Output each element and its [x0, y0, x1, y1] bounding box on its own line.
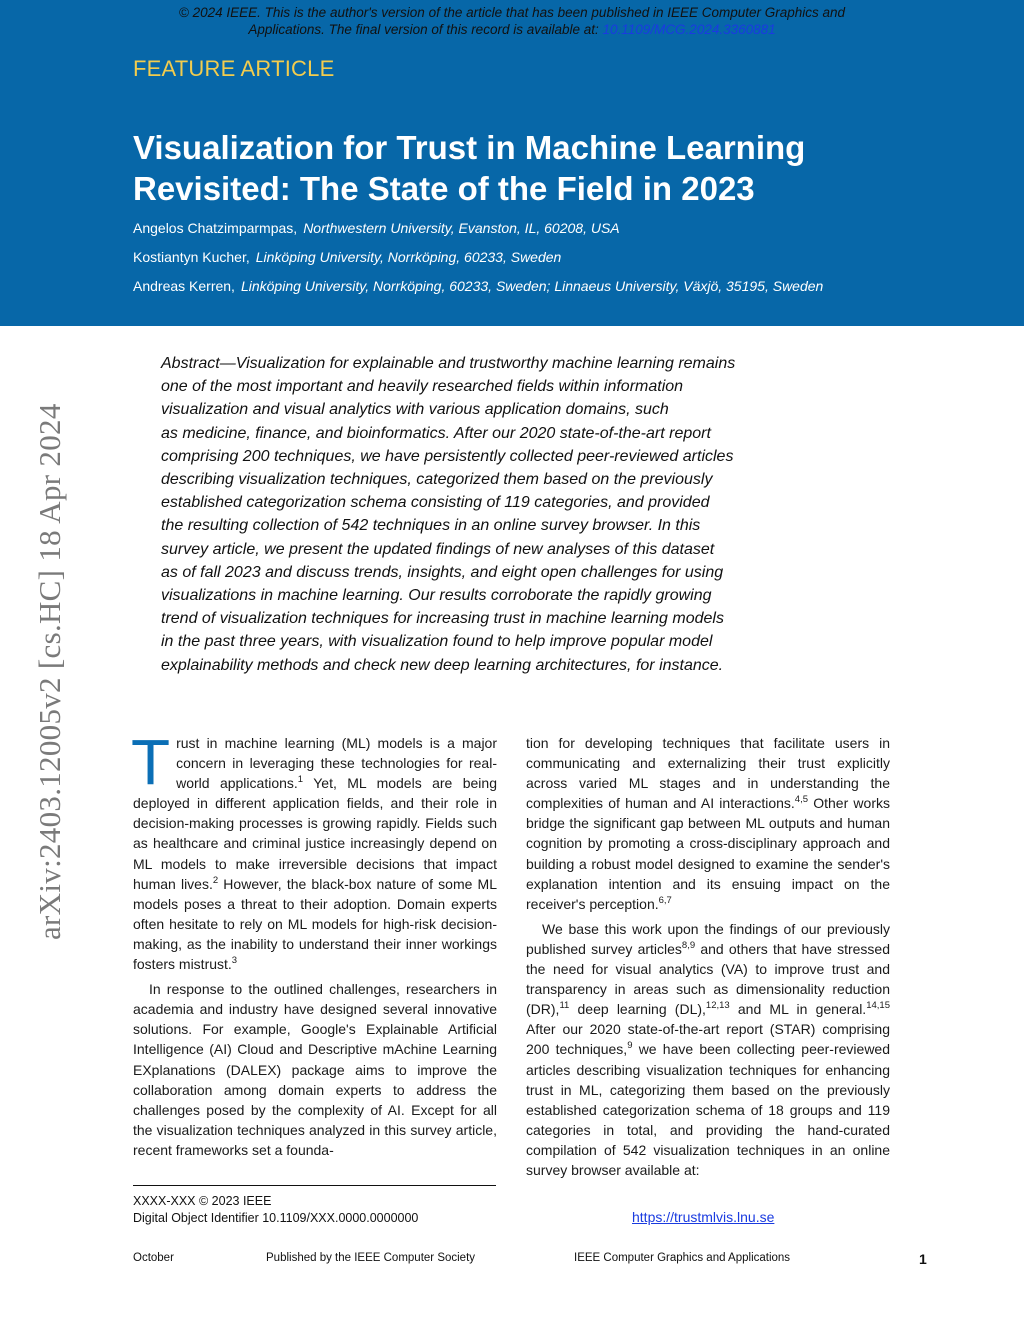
- author-name: Angelos Chatzimparmpas,: [133, 220, 298, 236]
- citation: 11: [559, 1000, 570, 1012]
- body-paragraph: [526, 733, 890, 914]
- abstract-line: as of fall 2023 and discuss trends, insights, and eight open challenges for using: [161, 563, 724, 581]
- body-text: deep learning (DL),: [569, 1001, 706, 1018]
- author-line: [133, 220, 620, 236]
- body-column-right: [526, 733, 890, 1180]
- body-text: However, the black-box nature of some ML models poses a threat to their adoption. Domain experts often hesitate to rely on ML models for high-risk decision-making, as the inability to understand their inner workings fosters mistrust.: [133, 875, 497, 973]
- body-paragraph: [526, 919, 890, 1180]
- doi-link[interactable]: 10.1109/MCG.2024.3360881: [602, 22, 776, 37]
- article-title: Visualization for Trust in Machine Learning Revisited: The State of the Field in 2023: [133, 129, 806, 207]
- arxiv-side-stamp: arXiv:2403.12005v2 [cs.HC] 18 Apr 2024: [32, 403, 67, 940]
- citation: 14,15: [866, 1000, 890, 1012]
- abstract-line: survey article, we present the updated findings of new analyses of this dataset: [161, 540, 715, 558]
- author-affiliation: Linköping University, Norrköping, 60233, Sweden; Linnaeus University, Växjö, 35195, Sweden: [240, 278, 824, 294]
- footnote-rule: [133, 1185, 496, 1186]
- body-text: and others that have stressed the need for visual analytics (VA) to improve trust and transparency in areas such as dimensionality reduction (DR),: [526, 940, 891, 1018]
- body-text: tion for developing techniques that facilitate users in communicating and externalizing their trust explicitly across varied ML stages and in understanding the complexities of human and AI interactions.: [526, 735, 890, 812]
- feature-label: FEATURE ARTICLE: [133, 56, 335, 81]
- abstract-line: in the past three years, with visualization found to help improve popular model: [161, 633, 713, 651]
- citation: 2: [212, 874, 219, 886]
- body-column-left: [131, 726, 497, 1160]
- abstract-line: as medicine, finance, and bioinformatics. After our 2020 state-of-the-art report: [161, 424, 711, 442]
- body-text: We base this work upon the findings of our previously published survey articles: [526, 920, 890, 957]
- page-number: 1: [919, 1251, 927, 1267]
- survey-browser-link[interactable]: https://trustmlvis.lnu.se: [632, 1209, 775, 1225]
- body-text: and ML in general.: [729, 1001, 867, 1018]
- footer-month: October: [133, 1252, 174, 1264]
- footer-journal: IEEE Computer Graphics and Applications: [574, 1252, 791, 1264]
- author-line: [133, 249, 561, 265]
- author-name: Andreas Kerren,: [133, 278, 235, 294]
- body-text: rust in machine learning (ML) models is a major concern in leveraging these technologies for real-world applications.: [176, 735, 497, 792]
- citation: 1: [297, 774, 304, 786]
- notice-line-1: © 2024 IEEE. This is the author's version of the article that has been published in IEEE Computer Graphics and: [178, 5, 846, 20]
- citation: 3: [231, 955, 238, 967]
- body-text: After our 2020 state-of-the-art report (STAR) comprising 200 techniques,: [526, 1021, 890, 1058]
- notice-line-2: Applications. The final version of this record is available at:: [248, 22, 603, 37]
- abstract-line: visualizations in machine learning. Our results corroborate the rapidly growing: [161, 587, 712, 605]
- abstract-line: visualization and visual analytics with various application domains, such: [161, 401, 669, 419]
- citation: 6,7: [658, 894, 672, 906]
- author-affiliation: Linköping University, Norrköping, 60233, Sweden: [255, 249, 562, 265]
- abstract-line: explainability methods and check new deep learning architectures, for instance.: [161, 656, 724, 674]
- abstract-line: comprising 200 techniques, we have persistently collected peer-reviewed articles: [161, 447, 734, 465]
- footer-publisher: Published by the IEEE Computer Society: [266, 1252, 476, 1264]
- footnote-copyright: XXXX-XXX © 2023 IEEE: [133, 1194, 272, 1208]
- header-band: [0, 0, 1024, 326]
- footnote-doi: Digital Object Identifier 10.1109/XXX.0000.0000000: [133, 1211, 419, 1225]
- body-paragraph: [133, 979, 497, 1160]
- citation: 12,13: [705, 1000, 730, 1012]
- body-paragraph: [131, 726, 497, 974]
- drop-cap: T: [131, 726, 171, 798]
- abstract-line: describing visualization techniques, categorized them based on the previously: [161, 471, 713, 489]
- abstract-line: the resulting collection of 542 techniques in an online survey browser. In this: [161, 517, 701, 535]
- citation: 9: [627, 1040, 633, 1052]
- body-text: In response to the outlined challenges, researchers in academia and industry have designed several innovative solutions. For example, Google's Explainable Artificial Intelligence (AI) Cloud and Descriptive mAchine Learning EXplanations (DALEX) package aims to improve the collaboration among domain experts to address the challenges posed by the complexity of AI. Except for all the visualization techniques analyzed in this survey article, recent frameworks set a founda-: [133, 981, 497, 1158]
- citation: 4,5: [794, 794, 809, 806]
- body-text: we have been collecting peer-reviewed articles describing visualization techniques for enhancing trust in ML, categorizing them based on the previously established categorization schema of 18 groups and 119 categories in total, and providing the hand-curated compilation of 542 visualization techniques in an online survey browser available at:: [526, 1041, 890, 1178]
- author-name: Kostiantyn Kucher,: [133, 249, 250, 265]
- abstract-line: trend of visualization techniques for increasing trust in machine learning models: [161, 610, 724, 628]
- citation: 8,9: [681, 939, 696, 951]
- body-text: Yet, ML models are being deployed in different application fields, and their role in decision-making processes is growing rapidly. Fields such as healthcare and criminal justice increasingly depend on ML models to make irreversible decisions that impact human lives.: [133, 775, 497, 892]
- body-text: Other works bridge the significant gap between ML outputs and human cognition by promoting a cross-disciplinary approach and building a robust model designed to examine the sender's explanation intention and its ensuing impact on the receiver's perception.: [526, 795, 890, 912]
- author-line: [133, 278, 823, 294]
- abstract-line: established categorization schema consisting of 119 categories, and provided: [161, 494, 710, 512]
- copyright-notice: [0, 4, 1024, 38]
- abstract-line: one of the most important and heavily researched fields within information: [161, 378, 684, 396]
- author-affiliation: Northwestern University, Evanston, IL, 60208, USA: [303, 220, 620, 236]
- abstract: [161, 352, 781, 677]
- abstract-line: Abstract—Visualization for explainable and trustworthy machine learning remains: [161, 355, 736, 372]
